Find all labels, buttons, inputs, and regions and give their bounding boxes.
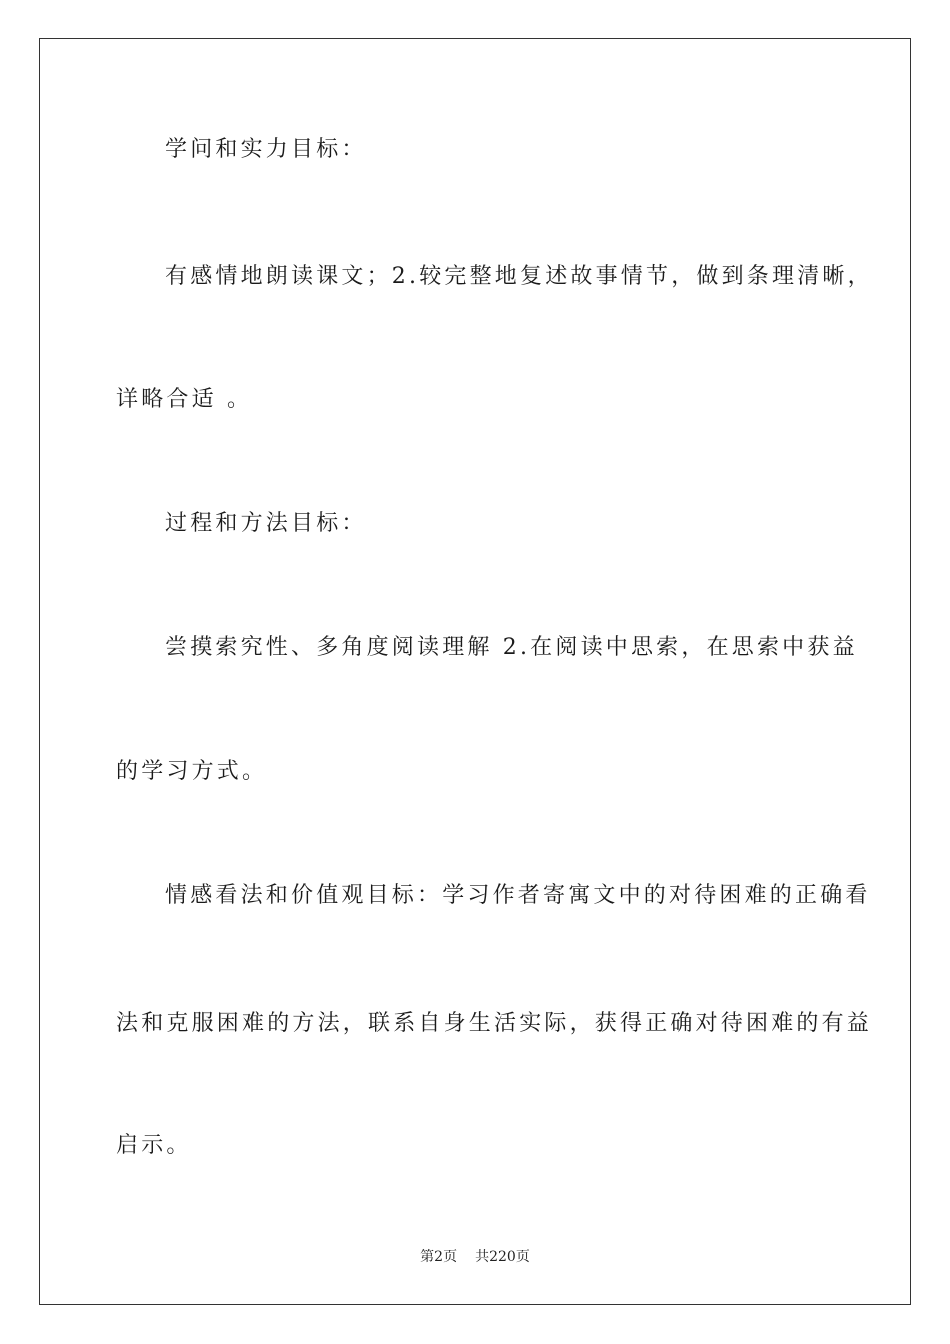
total-pages: 共220页 — [475, 1249, 530, 1265]
heading-knowledge-goals: 学问和实力目标： — [165, 137, 367, 162]
paragraph-line: 详略合适 。 — [116, 387, 253, 412]
page-footer — [0, 1247, 950, 1267]
paragraph-line: 情感看法和价值观目标：学习作者寄寓文中的对待困难的正确看 — [165, 883, 871, 908]
page-number: 第2页 — [420, 1249, 458, 1265]
paragraph-line: 启示。 — [116, 1133, 192, 1158]
paragraph-line: 有感情地朗读课文；2.较完整地复述故事情节，做到条理清晰， — [165, 264, 873, 289]
paragraph-line: 法和克服困难的方法，联系自身生活实际，获得正确对待困难的有益 — [116, 1011, 873, 1036]
paragraph-line: 尝摸索究性、多角度阅读理解 2.在阅读中思索，在思索中获益 — [165, 635, 858, 660]
paragraph-line: 的学习方式。 — [116, 759, 268, 784]
heading-process-goals: 过程和方法目标： — [165, 511, 367, 536]
page-frame — [39, 38, 911, 1305]
